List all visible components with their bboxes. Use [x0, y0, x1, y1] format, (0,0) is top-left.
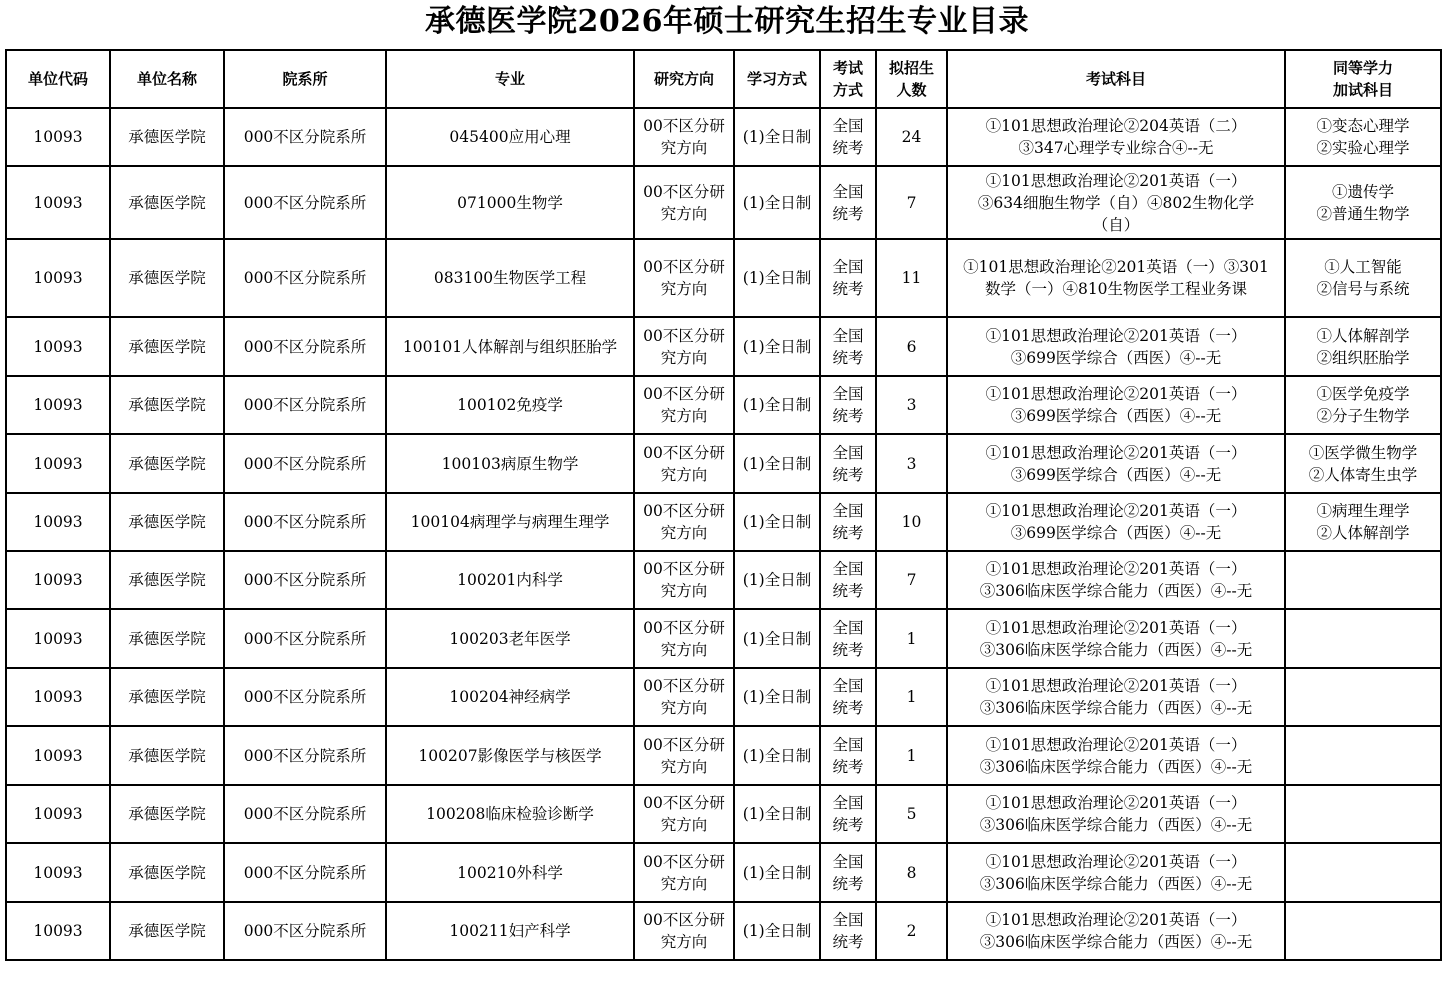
cell-exam-subjects: ①101思想政治理论②201英语（一） ③306临床医学综合能力（西医）④--无 — [947, 668, 1285, 726]
cell-research-direction: 00不区分研 究方向 — [634, 376, 734, 434]
cell-study-mode: (1)全日制 — [734, 843, 820, 902]
cell-unit-name: 承德医学院 — [110, 376, 224, 434]
header-department: 院系所 — [224, 50, 386, 108]
header-exam-subjects: 考试科目 — [947, 50, 1285, 108]
cell-major: 100102免疫学 — [386, 376, 634, 434]
cell-quota: 10 — [876, 493, 947, 551]
cell-study-mode: (1)全日制 — [734, 166, 820, 239]
cell-unit-code: 10093 — [6, 668, 110, 726]
cell-quota: 1 — [876, 726, 947, 785]
cell-unit-code: 10093 — [6, 317, 110, 376]
cell-major: 100208临床检验诊断学 — [386, 785, 634, 843]
cell-major: 100104病理学与病理生理学 — [386, 493, 634, 551]
page-title: 承德医学院2026年硕士研究生招生专业目录 — [425, 4, 1029, 39]
cell-research-direction: 00不区分研 究方向 — [634, 166, 734, 239]
table-row — [6, 726, 1441, 785]
cell-unit-code: 10093 — [6, 843, 110, 902]
cell-unit-code: 10093 — [6, 785, 110, 843]
table-row — [6, 493, 1441, 551]
cell-department: 000不区分院系所 — [224, 239, 386, 317]
cell-study-mode: (1)全日制 — [734, 668, 820, 726]
cell-research-direction: 00不区分研 究方向 — [634, 668, 734, 726]
header-research-direction: 研究方向 — [634, 50, 734, 108]
cell-study-mode: (1)全日制 — [734, 551, 820, 609]
cell-major: 045400应用心理 — [386, 108, 634, 166]
cell-exam-subjects: ①101思想政治理论②201英语（一） ③699医学综合（西医）④--无 — [947, 317, 1285, 376]
cell-exam-type: 全国 统考 — [820, 551, 876, 609]
cell-unit-name: 承德医学院 — [110, 902, 224, 960]
cell-department: 000不区分院系所 — [224, 376, 386, 434]
header-row — [6, 50, 1441, 108]
cell-unit-code: 10093 — [6, 493, 110, 551]
cell-extra-subjects: ①医学免疫学 ②分子生物学 — [1285, 376, 1441, 434]
cell-research-direction: 00不区分研 究方向 — [634, 726, 734, 785]
cell-study-mode: (1)全日制 — [734, 493, 820, 551]
cell-extra-subjects — [1285, 551, 1441, 609]
cell-exam-subjects: ①101思想政治理论②201英语（一）③301 数学（一）④810生物医学工程业务课 — [947, 239, 1285, 317]
cell-research-direction: 00不区分研 究方向 — [634, 785, 734, 843]
cell-research-direction: 00不区分研 究方向 — [634, 493, 734, 551]
table-row — [6, 376, 1441, 434]
cell-department: 000不区分院系所 — [224, 108, 386, 166]
cell-study-mode: (1)全日制 — [734, 785, 820, 843]
cell-major: 100211妇产科学 — [386, 902, 634, 960]
header-unit-code: 单位代码 — [6, 50, 110, 108]
cell-department: 000不区分院系所 — [224, 726, 386, 785]
cell-unit-name: 承德医学院 — [110, 551, 224, 609]
cell-exam-type: 全国 统考 — [820, 843, 876, 902]
cell-exam-type: 全国 统考 — [820, 902, 876, 960]
cell-unit-name: 承德医学院 — [110, 166, 224, 239]
cell-major: 100201内科学 — [386, 551, 634, 609]
cell-unit-name: 承德医学院 — [110, 108, 224, 166]
table-row — [6, 239, 1441, 317]
cell-extra-subjects: ①人体解剖学 ②组织胚胎学 — [1285, 317, 1441, 376]
cell-unit-name: 承德医学院 — [110, 726, 224, 785]
cell-research-direction: 00不区分研 究方向 — [634, 239, 734, 317]
cell-exam-subjects: ①101思想政治理论②201英语（一） ③306临床医学综合能力（西医）④--无 — [947, 843, 1285, 902]
cell-study-mode: (1)全日制 — [734, 726, 820, 785]
cell-extra-subjects — [1285, 609, 1441, 668]
cell-exam-type: 全国 统考 — [820, 434, 876, 493]
header-study-mode: 学习方式 — [734, 50, 820, 108]
cell-department: 000不区分院系所 — [224, 785, 386, 843]
cell-extra-subjects — [1285, 843, 1441, 902]
cell-research-direction: 00不区分研 究方向 — [634, 317, 734, 376]
cell-unit-code: 10093 — [6, 376, 110, 434]
cell-study-mode: (1)全日制 — [734, 902, 820, 960]
cell-quota: 24 — [876, 108, 947, 166]
cell-research-direction: 00不区分研 究方向 — [634, 609, 734, 668]
cell-exam-subjects: ①101思想政治理论②201英语（一） ③699医学综合（西医）④--无 — [947, 376, 1285, 434]
cell-study-mode: (1)全日制 — [734, 609, 820, 668]
cell-research-direction: 00不区分研 究方向 — [634, 434, 734, 493]
cell-department: 000不区分院系所 — [224, 166, 386, 239]
cell-exam-subjects: ①101思想政治理论②201英语（一） ③634细胞生物学（自）④802生物化学 （自） — [947, 166, 1285, 239]
cell-unit-code: 10093 — [6, 239, 110, 317]
cell-major: 100103病原生物学 — [386, 434, 634, 493]
cell-exam-subjects: ①101思想政治理论②201英语（一） ③699医学综合（西医）④--无 — [947, 493, 1285, 551]
cell-quota: 1 — [876, 668, 947, 726]
cell-quota: 5 — [876, 785, 947, 843]
cell-department: 000不区分院系所 — [224, 902, 386, 960]
cell-exam-subjects: ①101思想政治理论②201英语（一） ③306临床医学综合能力（西医）④--无 — [947, 551, 1285, 609]
cell-quota: 3 — [876, 434, 947, 493]
table-row — [6, 609, 1441, 668]
cell-research-direction: 00不区分研 究方向 — [634, 843, 734, 902]
cell-extra-subjects: ①人工智能 ②信号与系统 — [1285, 239, 1441, 317]
cell-exam-type: 全国 统考 — [820, 108, 876, 166]
cell-quota: 3 — [876, 376, 947, 434]
cell-unit-name: 承德医学院 — [110, 493, 224, 551]
cell-extra-subjects — [1285, 902, 1441, 960]
cell-exam-type: 全国 统考 — [820, 493, 876, 551]
cell-unit-name: 承德医学院 — [110, 239, 224, 317]
table-row — [6, 843, 1441, 902]
cell-unit-code: 10093 — [6, 166, 110, 239]
cell-quota: 2 — [876, 902, 947, 960]
header-unit-name: 单位名称 — [110, 50, 224, 108]
cell-research-direction: 00不区分研 究方向 — [634, 551, 734, 609]
cell-department: 000不区分院系所 — [224, 493, 386, 551]
table-row — [6, 166, 1441, 239]
cell-department: 000不区分院系所 — [224, 551, 386, 609]
cell-department: 000不区分院系所 — [224, 609, 386, 668]
cell-extra-subjects: ①病理生理学 ②人体解剖学 — [1285, 493, 1441, 551]
cell-study-mode: (1)全日制 — [734, 376, 820, 434]
cell-department: 000不区分院系所 — [224, 668, 386, 726]
cell-major: 100203老年医学 — [386, 609, 634, 668]
cell-extra-subjects: ①医学微生物学 ②人体寄生虫学 — [1285, 434, 1441, 493]
cell-major: 083100生物医学工程 — [386, 239, 634, 317]
cell-major: 071000生物学 — [386, 166, 634, 239]
cell-major: 100210外科学 — [386, 843, 634, 902]
cell-exam-subjects: ①101思想政治理论②201英语（一） ③699医学综合（西医）④--无 — [947, 434, 1285, 493]
cell-unit-code: 10093 — [6, 902, 110, 960]
cell-extra-subjects — [1285, 668, 1441, 726]
cell-study-mode: (1)全日制 — [734, 239, 820, 317]
cell-major: 100207影像医学与核医学 — [386, 726, 634, 785]
cell-quota: 7 — [876, 166, 947, 239]
table-row — [6, 668, 1441, 726]
cell-unit-name: 承德医学院 — [110, 609, 224, 668]
catalog-table — [5, 49, 1442, 961]
cell-exam-subjects: ①101思想政治理论②201英语（一） ③306临床医学综合能力（西医）④--无 — [947, 609, 1285, 668]
table-row — [6, 108, 1441, 166]
cell-extra-subjects — [1285, 785, 1441, 843]
cell-unit-code: 10093 — [6, 609, 110, 668]
cell-unit-name: 承德医学院 — [110, 785, 224, 843]
cell-major: 100204神经病学 — [386, 668, 634, 726]
cell-study-mode: (1)全日制 — [734, 434, 820, 493]
cell-department: 000不区分院系所 — [224, 317, 386, 376]
cell-extra-subjects: ①变态心理学 ②实验心理学 — [1285, 108, 1441, 166]
cell-research-direction: 00不区分研 究方向 — [634, 902, 734, 960]
header-extra-subjects: 同等学力 加试科目 — [1285, 50, 1441, 108]
cell-extra-subjects: ①遗传学 ②普通生物学 — [1285, 166, 1441, 239]
cell-major: 100101人体解剖与组织胚胎学 — [386, 317, 634, 376]
cell-exam-type: 全国 统考 — [820, 317, 876, 376]
cell-unit-name: 承德医学院 — [110, 843, 224, 902]
cell-exam-subjects: ①101思想政治理论②201英语（一） ③306临床医学综合能力（西医）④--无 — [947, 902, 1285, 960]
table-row — [6, 434, 1441, 493]
cell-exam-subjects: ①101思想政治理论②201英语（一） ③306临床医学综合能力（西医）④--无 — [947, 726, 1285, 785]
table-row — [6, 902, 1441, 960]
cell-exam-type: 全国 统考 — [820, 726, 876, 785]
cell-exam-type: 全国 统考 — [820, 785, 876, 843]
cell-unit-code: 10093 — [6, 726, 110, 785]
cell-department: 000不区分院系所 — [224, 434, 386, 493]
cell-extra-subjects — [1285, 726, 1441, 785]
cell-unit-name: 承德医学院 — [110, 434, 224, 493]
header-exam-type: 考试 方式 — [820, 50, 876, 108]
header-quota: 拟招生 人数 — [876, 50, 947, 108]
cell-unit-code: 10093 — [6, 108, 110, 166]
table-row — [6, 317, 1441, 376]
table-row — [6, 785, 1441, 843]
cell-quota: 7 — [876, 551, 947, 609]
cell-unit-name: 承德医学院 — [110, 317, 224, 376]
cell-exam-type: 全国 统考 — [820, 239, 876, 317]
cell-exam-subjects: ①101思想政治理论②201英语（一） ③306临床医学综合能力（西医）④--无 — [947, 785, 1285, 843]
cell-quota: 11 — [876, 239, 947, 317]
cell-exam-subjects: ①101思想政治理论②204英语（二） ③347心理学专业综合④--无 — [947, 108, 1285, 166]
cell-exam-type: 全国 统考 — [820, 376, 876, 434]
cell-exam-type: 全国 统考 — [820, 166, 876, 239]
table-row — [6, 551, 1441, 609]
cell-research-direction: 00不区分研 究方向 — [634, 108, 734, 166]
cell-exam-type: 全国 统考 — [820, 609, 876, 668]
header-major: 专业 — [386, 50, 634, 108]
cell-exam-type: 全国 统考 — [820, 668, 876, 726]
cell-study-mode: (1)全日制 — [734, 317, 820, 376]
cell-unit-name: 承德医学院 — [110, 668, 224, 726]
cell-quota: 6 — [876, 317, 947, 376]
cell-study-mode: (1)全日制 — [734, 108, 820, 166]
cell-quota: 8 — [876, 843, 947, 902]
cell-quota: 1 — [876, 609, 947, 668]
cell-unit-code: 10093 — [6, 434, 110, 493]
cell-unit-code: 10093 — [6, 551, 110, 609]
cell-department: 000不区分院系所 — [224, 843, 386, 902]
